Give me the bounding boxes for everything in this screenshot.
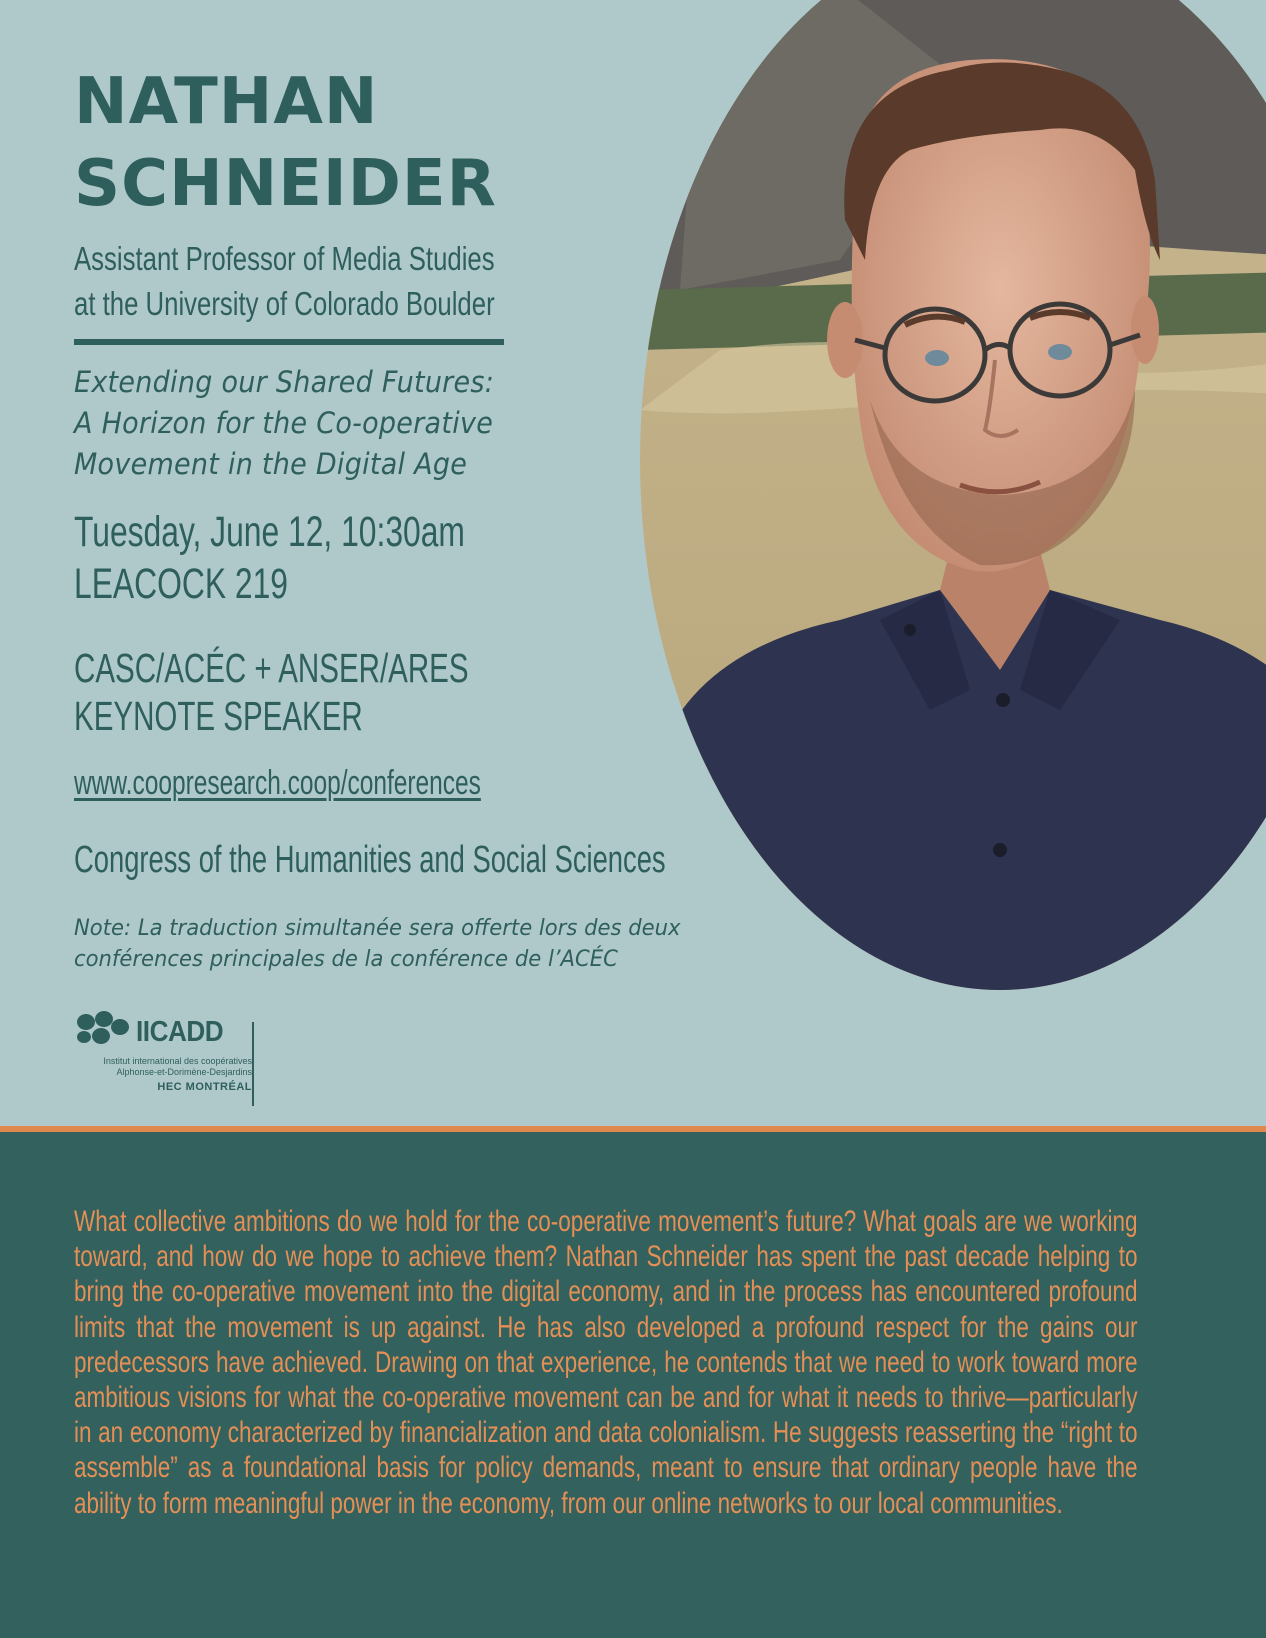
keynote-label: KEYNOTE SPEAKER [74,693,363,739]
event-when-where [74,506,465,610]
translation-note [74,913,680,975]
conference-link[interactable]: www.coopresearch.coop/conferences [74,764,481,802]
logo-subtitle-line-2: Alphonse-et-Dorimène-Desjardins [116,1067,252,1077]
talk-title-line-1: Extending our Shared Futures: [74,365,495,399]
talk-title-line-2: A Horizon for the Co-operative [74,406,494,440]
talk-abstract: What collective ambitions do we hold for the co-operative movement’s future? What goals are we working toward, and how do we hope to achieve them? Nathan Schneider has spent the past decade helping to bring the co-operative movement into the digital economy, and in the process has encountered profound limits that the movement is up against. He has also developed a profound respect for the gains our predecessors have achieved. Drawing on that experience, he contends that we need to work toward more ambitious visions for what the co-operative movement can be and for what it needs to thrive—particularly in an economy characterized by financialization and data colonialism. He suggests reasserting the “right to assemble” as a foundational basis for policy demands, meant to ensure that ordinary people have the ability to form meaningful power in the economy, from our online networks to our local communities. [74,1205,1138,1520]
iicadd-hexagon-icon [74,1010,130,1050]
speaker-role [74,236,495,326]
talk-title [74,362,494,485]
logo-title: IICADD [136,1016,224,1048]
event-date-time: Tuesday, June 12, 10:30am [74,508,465,556]
event-keynote-block [74,644,469,740]
event-organizers: CASC/ACÉC + ANSER/ARES [74,645,469,691]
logo-institution: HEC MONTRÉAL [157,1081,252,1093]
translation-note-line-1: Note: La traduction simultanée sera offerte lors des deux [74,916,681,941]
event-location: LEACOCK 219 [74,560,289,608]
title-divider [74,339,504,345]
congress-name: Congress of the Humanities and Social Sciences [74,839,666,881]
speaker-last-name: SCHNEIDER [74,147,497,221]
speaker-role-line-1: Assistant Professor of Media Studies [74,240,495,277]
speaker-first-name: NATHAN [74,65,379,139]
speaker-role-line-2: at the University of Colorado Boulder [74,285,495,322]
iicadd-logo [74,1010,264,1098]
logo-divider [252,1022,254,1106]
translation-note-line-2: conférences principales de la conférence de l’ACÉC [74,947,618,972]
talk-title-line-3: Movement in the Digital Age [74,447,468,481]
logo-subtitle-line-1: Institut international des coopératives [103,1056,252,1066]
